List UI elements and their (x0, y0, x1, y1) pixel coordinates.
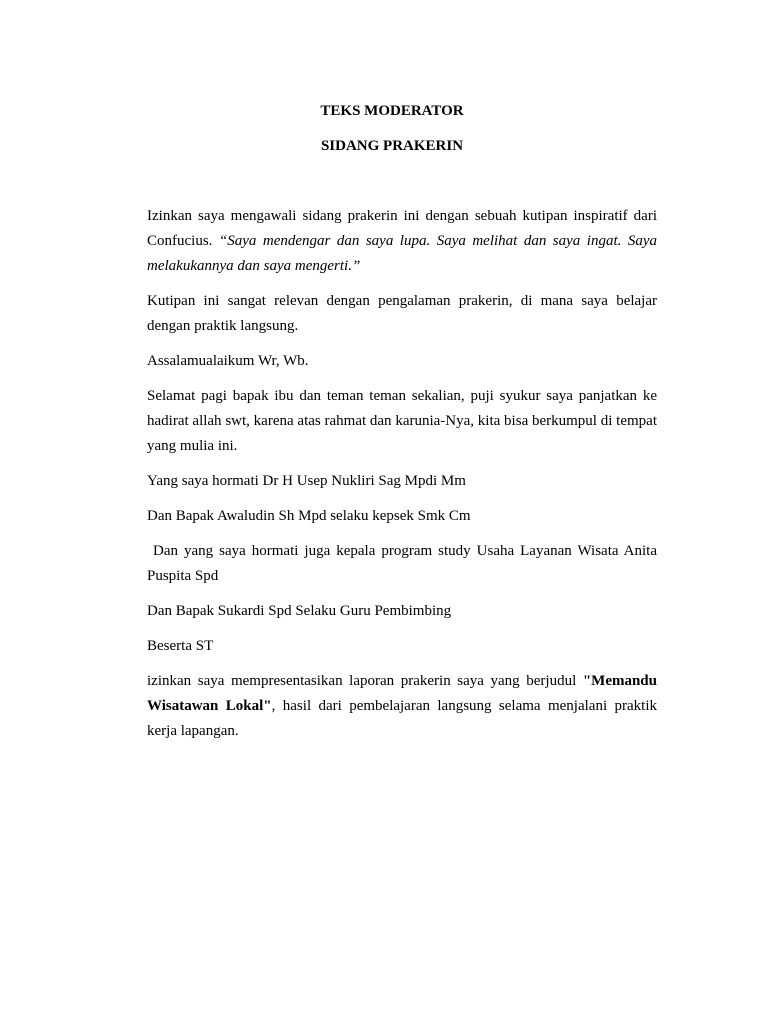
paragraph-opening (147, 204, 657, 279)
paragraph-presentation (147, 669, 657, 744)
paragraph-quote-relevance: Kutipan ini sangat relevan dengan pengalaman prakerin, di mana saya belajar dengan praktik langsung. (147, 293, 657, 334)
paragraph-welcome: Selamat pagi bapak ibu dan teman teman sekalian, puji syukur saya panjatkan ke hadirat allah swt, karena atas rahmat dan karunia-Nya, kita bisa berkumpul di tempat yang mulia ini. (147, 388, 657, 454)
document-title: TEKS MODERATOR (320, 103, 464, 119)
report-title: "Memandu Wisatawan Lokal" (147, 673, 657, 714)
paragraph-honored-2: Dan Bapak Awaludin Sh Mpd selaku kepsek Smk Cm (147, 508, 471, 524)
paragraph-honored-4: Dan Bapak Sukardi Spd Selaku Guru Pembimbing (147, 603, 452, 619)
paragraph-greeting: Assalamualaikum Wr, Wb. (147, 353, 309, 369)
paragraph-honored-1: Yang saya hormati Dr H Usep Nukliri Sag Mpdi Mm (147, 473, 466, 489)
honored-3-text: Dan yang saya hormati juga kepala program study Usaha Layanan Wisata Anita Puspita Spd (147, 543, 658, 584)
confucius-quote: “Saya mendengar dan saya lupa. Saya melihat dan saya ingat. Saya melakukannya dan saya mengerti.” (147, 233, 657, 274)
document-subtitle: SIDANG PRAKERIN (320, 138, 464, 154)
paragraph-honored-5: Beserta ST (147, 638, 214, 654)
presentation-text-before: izinkan saya mempresentasikan laporan prakerin saya yang berjudul (147, 673, 583, 689)
document-body (147, 204, 657, 754)
presentation-text-after: , hasil dari pembelajaran langsung selama menjalani praktik kerja lapangan. (147, 698, 657, 739)
opening-text: Izinkan saya mengawali sidang prakerin ini dengan sebuah kutipan inspiratif dari Confucius. (147, 208, 657, 249)
paragraph-honored-3 (147, 539, 657, 589)
